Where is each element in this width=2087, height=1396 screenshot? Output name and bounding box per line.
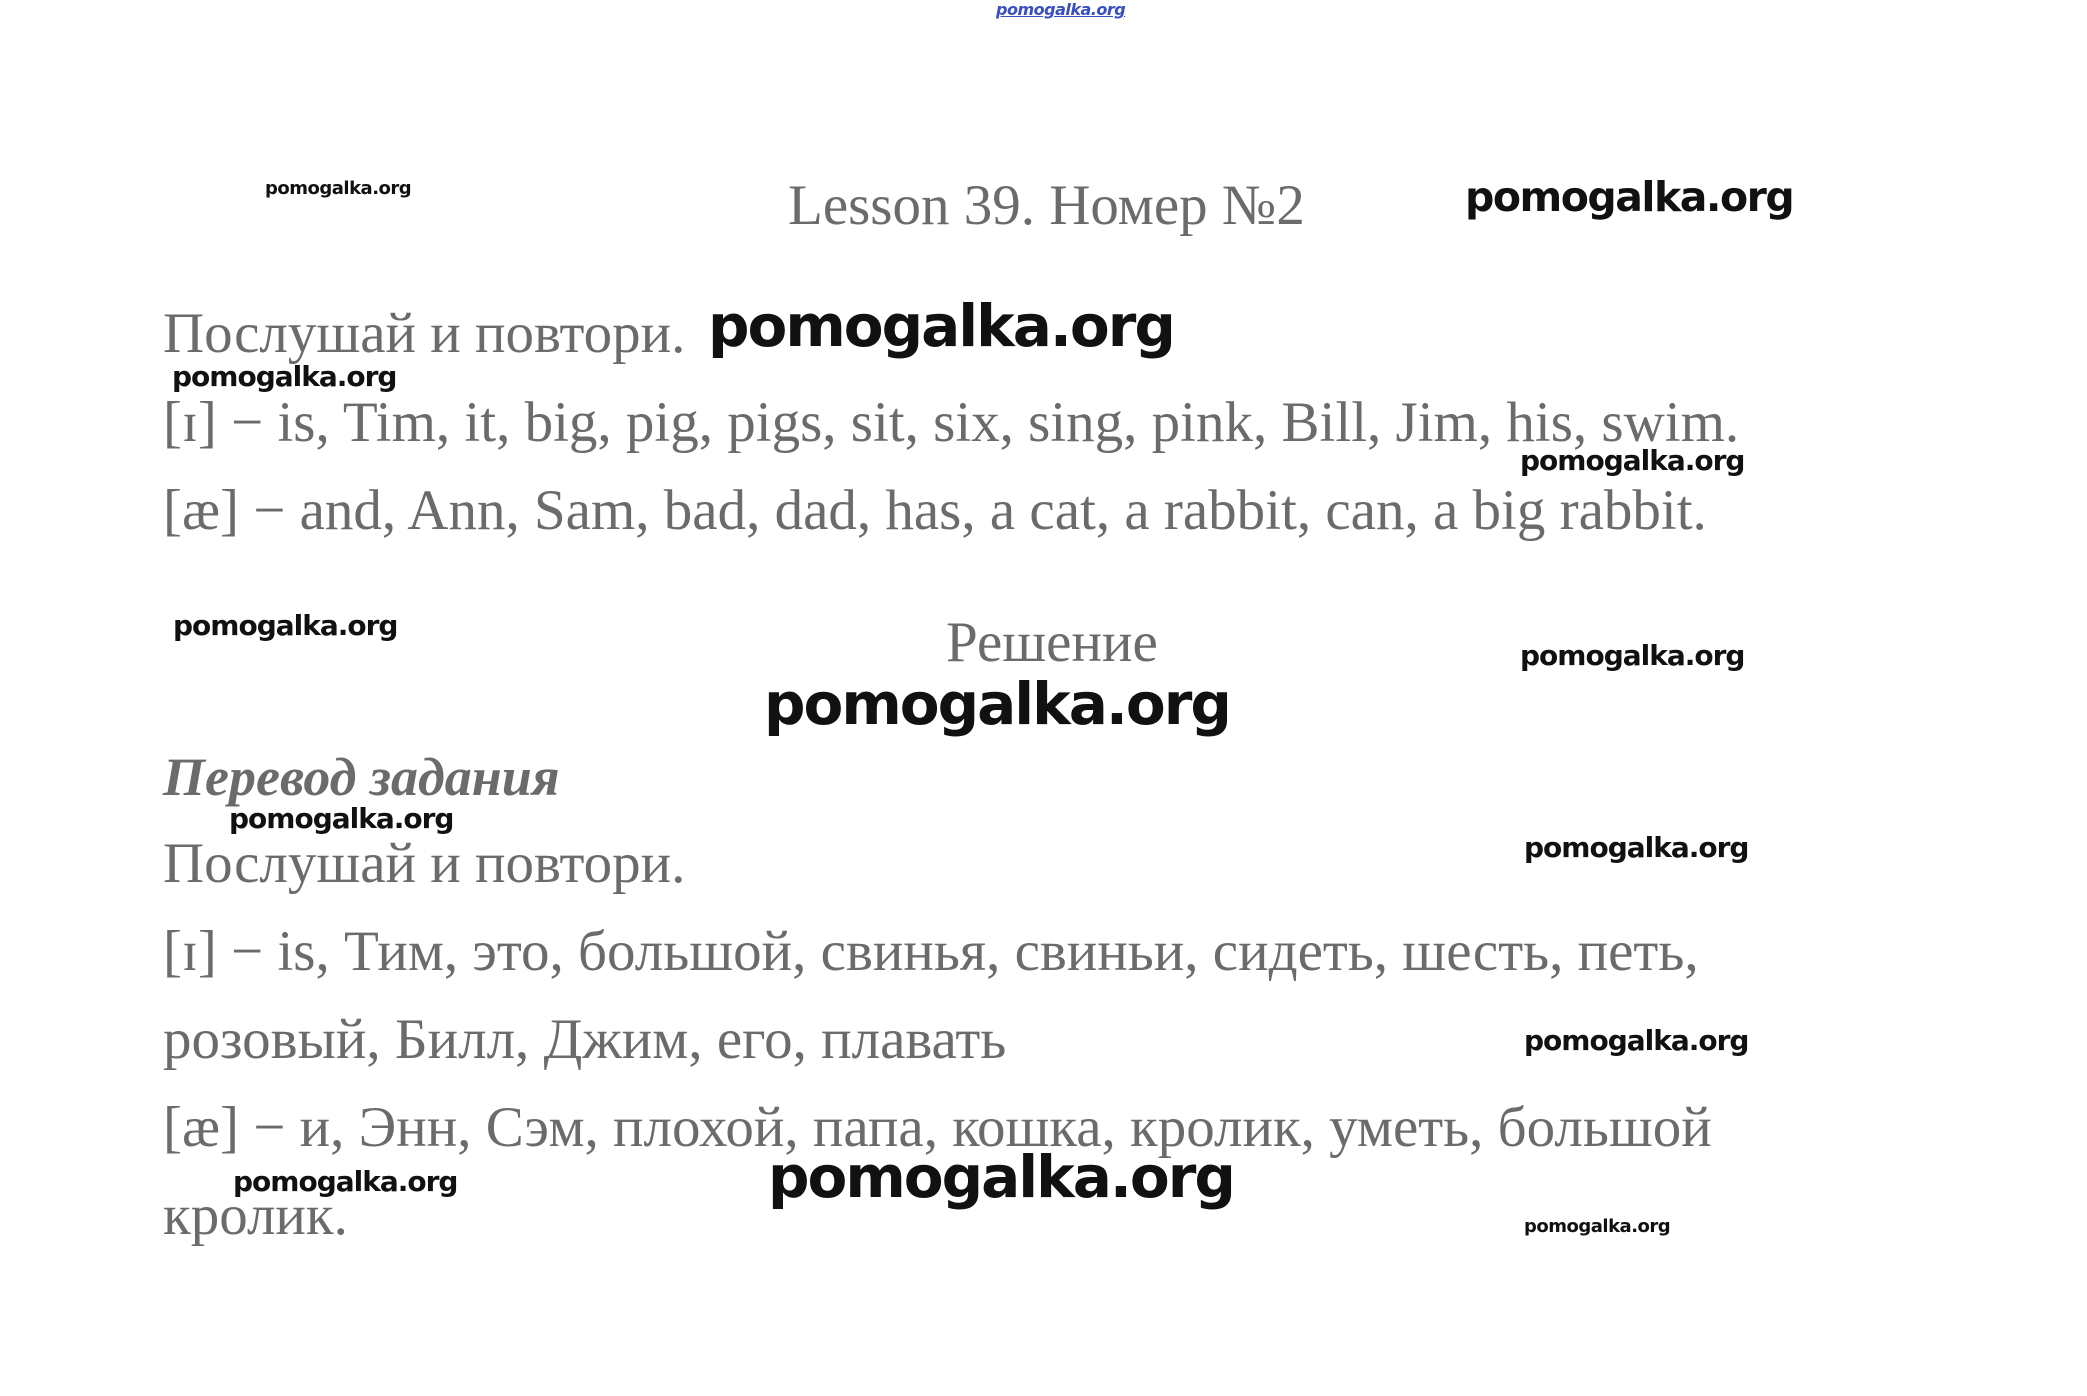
translation-line-short-i-2: розовый, Билл, Джим, его, плавать: [163, 1008, 1007, 1071]
watermark: pomogalka.org: [1465, 173, 1794, 221]
task-line-short-i: [ɪ] − is, Tim, it, big, pig, pigs, sit, six, sing, pink, Bill, Jim, his, swim.: [163, 391, 1740, 454]
watermark: pomogalka.org: [172, 360, 397, 393]
watermark: pomogalka.org: [768, 1143, 1234, 1211]
watermark: pomogalka.org: [265, 178, 412, 199]
translation-heading: Перевод задания: [163, 747, 560, 807]
watermark: pomogalka.org: [229, 802, 454, 835]
watermark: pomogalka.org: [1520, 639, 1745, 672]
task-instruction: Послушай и повтори.: [163, 302, 686, 365]
page-title: Lesson 39. Номер №2: [788, 174, 1305, 237]
watermark: pomogalka.org: [1520, 444, 1745, 477]
translation-line-ae-1: [æ] − и, Энн, Сэм, плохой, папа, кошка, кролик, уметь, большой: [163, 1096, 1712, 1159]
translation-line-short-i-1: [ɪ] − is, Тим, это, большой, свинья, свиньи, сидеть, шесть, петь,: [163, 920, 1699, 983]
watermark: pomogalka.org: [173, 609, 398, 642]
watermark: pomogalka.org: [1524, 1216, 1671, 1237]
watermark: pomogalka.org: [764, 670, 1230, 738]
watermark: pomogalka.org: [233, 1165, 458, 1198]
task-line-ae: [æ] − and, Ann, Sam, bad, dad, has, a cat, a rabbit, can, a big rabbit.: [163, 479, 1707, 542]
header-watermark-link[interactable]: pomogalka.org: [996, 0, 1126, 19]
watermark: pomogalka.org: [1524, 831, 1749, 864]
translation-line-ae-2: кролик.: [163, 1184, 348, 1247]
watermark: pomogalka.org: [1524, 1024, 1749, 1057]
watermark: pomogalka.org: [708, 292, 1174, 360]
solution-heading: Решение: [946, 611, 1158, 674]
translation-instruction: Послушай и повтори.: [163, 832, 686, 895]
